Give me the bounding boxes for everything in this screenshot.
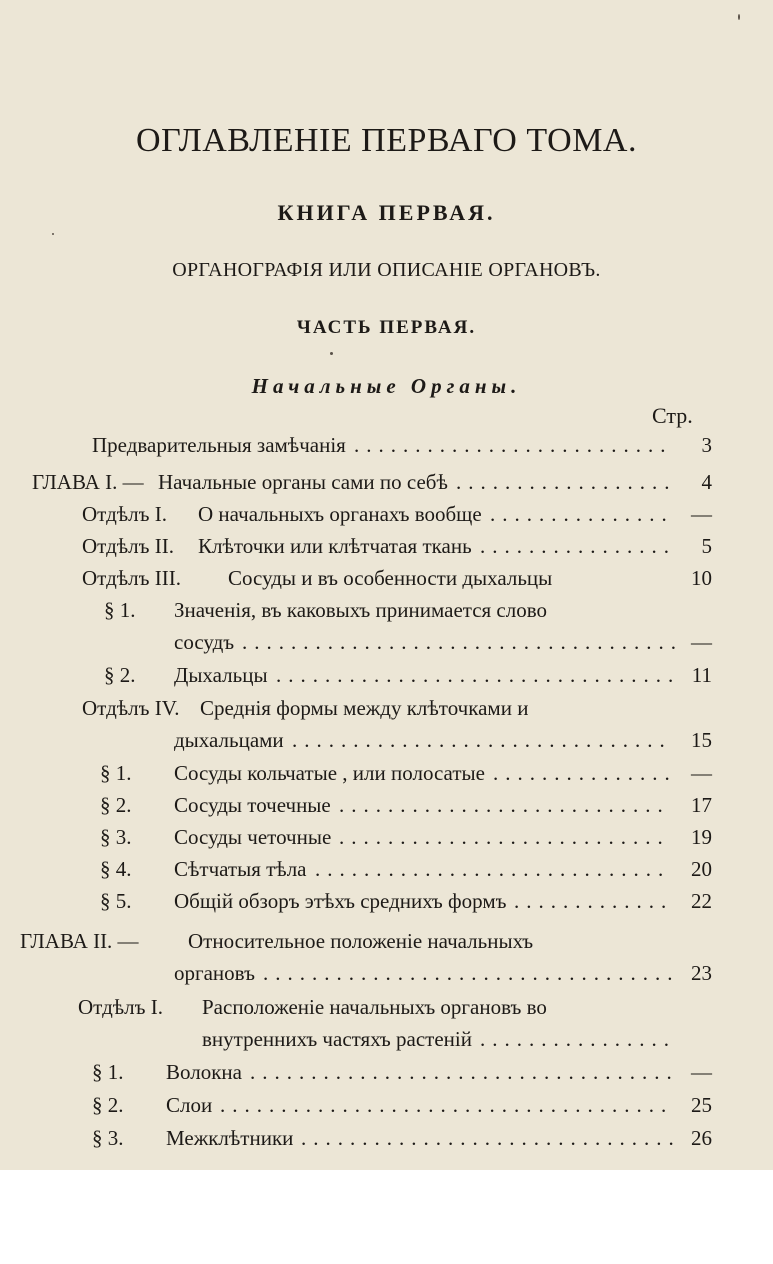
toc-entry: [82, 692, 712, 724]
toc-entry-title: Значенія, въ каковыхъ принимается слово: [174, 598, 548, 622]
toc-entry-title: Сѣтчатыя тѣла: [174, 857, 307, 881]
leader-dots: ...........................: [339, 825, 670, 849]
leader-dots: ...............: [493, 761, 677, 785]
toc-entry: [82, 498, 712, 530]
toc-entry-title: Среднія формы между клѣточками и: [200, 696, 529, 720]
leader-dots: ................: [480, 534, 676, 558]
toc-entry: [202, 1023, 712, 1055]
toc-entry-page: 23: [691, 961, 712, 985]
toc-entry-title: Предварительныя замѣчанія: [92, 433, 346, 457]
toc-entry-label: Отдѣлъ I.: [82, 502, 167, 526]
leader-dots: ...........................: [339, 793, 670, 817]
toc-entry-page: 20: [691, 857, 712, 881]
part-heading: ЧАСТЬ ПЕРВАЯ.: [296, 317, 477, 338]
toc-entry-title: Сосуды точечные: [174, 793, 331, 817]
toc-entry: [92, 1056, 712, 1088]
book-heading: КНИГА ПЕРВАЯ.: [277, 200, 496, 225]
toc-entry: [100, 853, 712, 885]
toc-entry-page: —: [691, 502, 712, 526]
toc-entry-page: 17: [691, 793, 712, 817]
toc-entry-page: 5: [701, 534, 712, 558]
toc-entry-title: внутреннихъ частяхъ растеній: [202, 1027, 472, 1051]
toc-entry-title: Межклѣтники: [166, 1126, 294, 1150]
toc-entry: [104, 594, 712, 626]
ink-speck: [52, 233, 54, 235]
toc-entry-page: —: [691, 1060, 712, 1084]
toc-entry-title: Сосуды и въ особенности дыхальцы: [228, 566, 553, 590]
leader-dots: ..................................: [263, 961, 680, 985]
toc-entry-title: Относительное положеніе начальныхъ: [188, 929, 534, 953]
toc-entry-label: § 1.: [104, 598, 136, 622]
leader-dots: ...................................: [250, 1060, 679, 1084]
toc-entry-label: § 1.: [100, 761, 132, 785]
toc-entry: [104, 659, 712, 691]
toc-entry-label: Отдѣлъ III.: [82, 566, 181, 590]
toc-entry: [20, 925, 712, 957]
toc-entry: [100, 821, 712, 853]
toc-entry-label: § 3.: [92, 1126, 124, 1150]
toc-entry-title: сосудъ: [174, 630, 235, 654]
ink-speck: [738, 14, 740, 20]
toc-entry-title: Клѣточки или клѣтчатая ткань: [198, 534, 472, 558]
leader-dots: ................: [480, 1027, 676, 1051]
toc-entry-page: 4: [701, 470, 712, 494]
toc-entry-label: § 2.: [92, 1093, 124, 1117]
toc-entry-label: Отдѣлъ IV.: [82, 696, 180, 720]
toc-entry-title: дыхальцами: [174, 728, 284, 752]
toc-entry-page: 22: [691, 889, 712, 913]
toc-entry-label: § 2.: [104, 663, 136, 687]
toc-entry-title: Слои: [166, 1093, 213, 1117]
toc-entry: [82, 530, 712, 562]
toc-entry: [32, 466, 712, 498]
toc-entry-label: Отдѣлъ II.: [82, 534, 174, 558]
section-heading: Начальные Органы.: [251, 374, 522, 398]
page-title: ОГЛАВЛЕНІЕ ПЕРВАГО ТОМА.: [136, 122, 637, 159]
toc-entry: [78, 991, 712, 1023]
toc-entry-title: Расположеніе начальныхъ органовъ во: [202, 995, 547, 1019]
toc-entry-label: § 2.: [100, 793, 132, 817]
toc-entry-title: Волокна: [166, 1060, 242, 1084]
toc-entry-title: О начальныхъ органахъ вообще: [198, 502, 482, 526]
toc-entry: [174, 724, 712, 756]
toc-entry-label: § 3.: [100, 825, 132, 849]
toc-entry-title: Общій обзоръ этѣхъ среднихъ формъ: [174, 889, 507, 913]
toc-entry: [82, 562, 712, 594]
toc-entry: [92, 1089, 712, 1121]
toc-entry-page: 3: [701, 433, 712, 457]
toc-entry: [174, 626, 712, 658]
leader-dots: ....................................: [242, 630, 683, 654]
leader-dots: ..................: [456, 470, 677, 494]
ink-speck: [330, 352, 333, 355]
toc-entry-label: Отдѣлъ I.: [78, 995, 163, 1019]
leader-dots: .................................: [276, 663, 681, 687]
toc-entry-label: ГЛАВА II. —: [20, 929, 139, 953]
toc-entry-label: § 1.: [92, 1060, 124, 1084]
toc-entry-page: 10: [691, 566, 712, 590]
toc-entry: [92, 1122, 712, 1154]
toc-entry-page: 15: [691, 728, 712, 752]
toc-entry-page: —: [691, 630, 712, 654]
toc-entry-page: 25: [691, 1093, 712, 1117]
toc-entry-title: Сосуды кольчатые , или полосатые: [174, 761, 485, 785]
toc-entry-title: Начальные органы сами по себѣ: [158, 470, 448, 494]
toc-entry: [174, 957, 712, 989]
toc-entry-label: ГЛАВА I. —: [32, 470, 144, 494]
toc-entry: [100, 757, 712, 789]
leader-dots: .....................................: [220, 1093, 674, 1117]
toc-entry-label: § 5.: [100, 889, 132, 913]
toc-entry: [100, 885, 712, 917]
leader-dots: ...............................: [301, 1126, 681, 1150]
organography-heading: ОРГАНОГРАФІЯ ИЛИ ОПИСАНІЕ ОРГАНОВЪ.: [172, 259, 601, 281]
leader-dots: ..........................: [354, 433, 673, 457]
toc-entry-label: § 4.: [100, 857, 132, 881]
leader-dots: ...............................: [292, 728, 672, 752]
toc-entry-title: Сосуды четочные: [174, 825, 332, 849]
toc-entry-title: органовъ: [174, 961, 255, 985]
leader-dots: ...............: [490, 502, 674, 526]
toc-entry: [100, 789, 712, 821]
toc-entry-page: 26: [691, 1126, 712, 1150]
toc-entry-page: 11: [691, 663, 712, 687]
toc-entry-page: 19: [691, 825, 712, 849]
toc-entry: [92, 429, 712, 461]
toc-entry-title: Дыхальцы: [174, 663, 268, 687]
toc-entry-page: —: [691, 761, 712, 785]
leader-dots: .............................: [315, 857, 671, 881]
page-column-label: Стр.: [652, 403, 693, 428]
leader-dots: .............: [514, 889, 674, 913]
